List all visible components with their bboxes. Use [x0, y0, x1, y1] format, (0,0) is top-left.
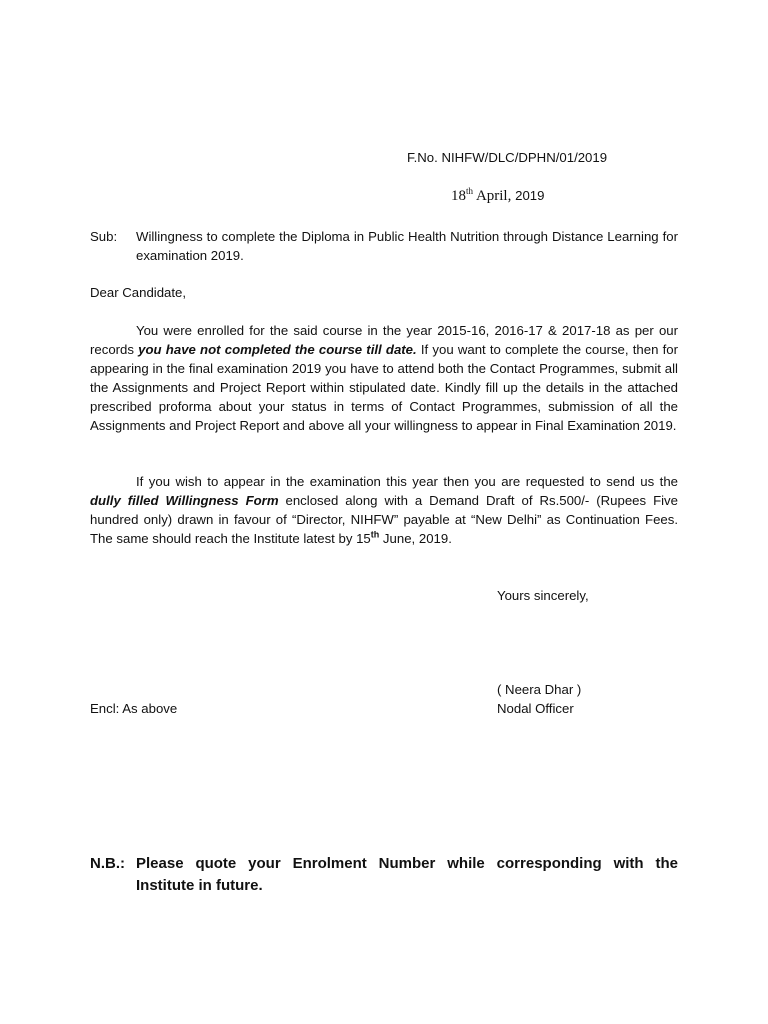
- paragraph-2-text-b: enclosed along with a Demand Draft of Rs.500/- (Rupees Five hundred only) drawn in favour of “Director, NIHFW” payable at “New Delhi” as Continuation Fees. The same should reach the Institute latest by 15: [90, 493, 678, 546]
- note-block: [90, 853, 678, 897]
- enclosure-note: Encl: As above: [90, 701, 178, 716]
- paragraph-2-emphasis: dully filled Willingness Form: [90, 493, 279, 508]
- note-text: Please quote your Enrolment Number while corresponding with the Institute in future.: [136, 855, 678, 894]
- body-paragraph-1: [90, 321, 678, 435]
- paragraph-2-text-c: June, 2019.: [379, 531, 452, 546]
- signatory-designation: Nodal Officer: [497, 701, 574, 716]
- subject-label: Sub:: [90, 229, 118, 244]
- letter-date: [451, 188, 544, 205]
- date-month: April,: [473, 188, 516, 204]
- paragraph-2-text-a: If you wish to appear in the examination this year then you are requested to send us the: [136, 474, 678, 489]
- file-number: F.No. NIHFW/DLC/DPHN/01/2019: [407, 150, 608, 165]
- closing-line: Yours sincerely,: [497, 588, 589, 603]
- signatory-name: ( Neera Dhar ): [497, 682, 582, 697]
- paragraph-1-emphasis: you have not completed the course till date.: [138, 342, 417, 357]
- paragraph-1-text-b: If you want to complete the course, then for appearing in the final examination 2019 you have to attend both the Contact Programmes, submit all the Assignments and Project Report within stipulated date. Kindly fill up the details in the attached prescribed proforma about your status in terms of Contact Programmes, submission of all the Assignments and Project Report and above all your willingness to appear in Final Examination 2019.: [90, 342, 678, 433]
- salutation: Dear Candidate,: [90, 285, 187, 300]
- date-year: 2019: [515, 188, 545, 203]
- note-label: N.B.:: [90, 855, 125, 872]
- date-suffix: th: [466, 186, 474, 196]
- deadline-suffix: th: [370, 529, 380, 540]
- subject-line: [90, 227, 678, 265]
- paragraph-1-text-a: You were enrolled for the said course in the year 2015-16, 2016-17 & 2017-18 as per our records: [90, 323, 678, 357]
- subject-text: Willingness to complete the Diploma in Public Health Nutrition through Distance Learning for examination 2019.: [136, 229, 678, 263]
- body-paragraph-2: [90, 472, 678, 548]
- date-day: 18: [451, 188, 466, 204]
